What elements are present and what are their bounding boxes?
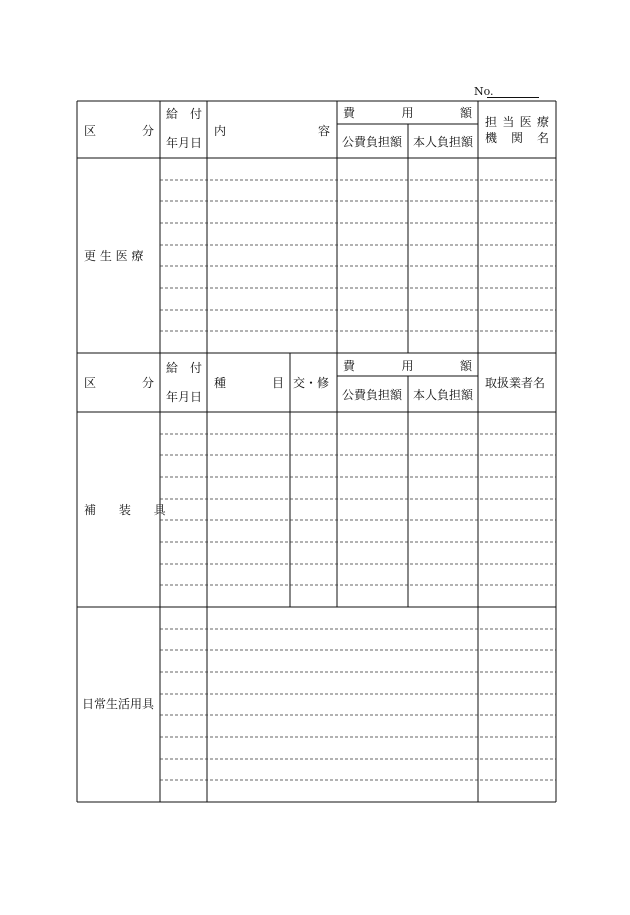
s2-exchange-repair-header: 交・修 (293, 376, 330, 390)
s1-category-label: 更 生 医 療 (84, 249, 144, 263)
s2-item-header: 種 目 (214, 376, 284, 390)
s1-category-header: 区 分 (84, 124, 154, 138)
s1-content-header: 内 容 (214, 124, 330, 138)
s2-public-share-header: 公費負担額 (342, 388, 403, 402)
s1-date-header-top: 給 付 (166, 107, 202, 121)
s1-institution-header-top: 担 当 医 療 (485, 115, 549, 129)
s2-category-label: 補 装 具 (84, 503, 166, 517)
s1-date-header-bottom: 年月日 (166, 136, 203, 150)
s2-date-header-bottom: 年月日 (166, 390, 203, 404)
s1-public-share-header: 公費負担額 (342, 135, 403, 149)
s2-vendor-header: 取扱業者名 (485, 376, 546, 390)
s1-self-share-header: 本人負担額 (413, 135, 474, 149)
s1-institution-header-bottom: 機 関 名 (485, 131, 549, 145)
s2-category-header: 区 分 (84, 376, 154, 390)
s1-cost-header: 費 用 額 (343, 106, 472, 120)
form-number-label: No. (474, 85, 494, 98)
s2-date-header-top: 給 付 (166, 361, 202, 375)
s2-self-share-header: 本人負担額 (413, 388, 474, 402)
s3-category-label: 日常生活用具 (82, 697, 155, 711)
s2-cost-header: 費 用 額 (343, 359, 472, 373)
